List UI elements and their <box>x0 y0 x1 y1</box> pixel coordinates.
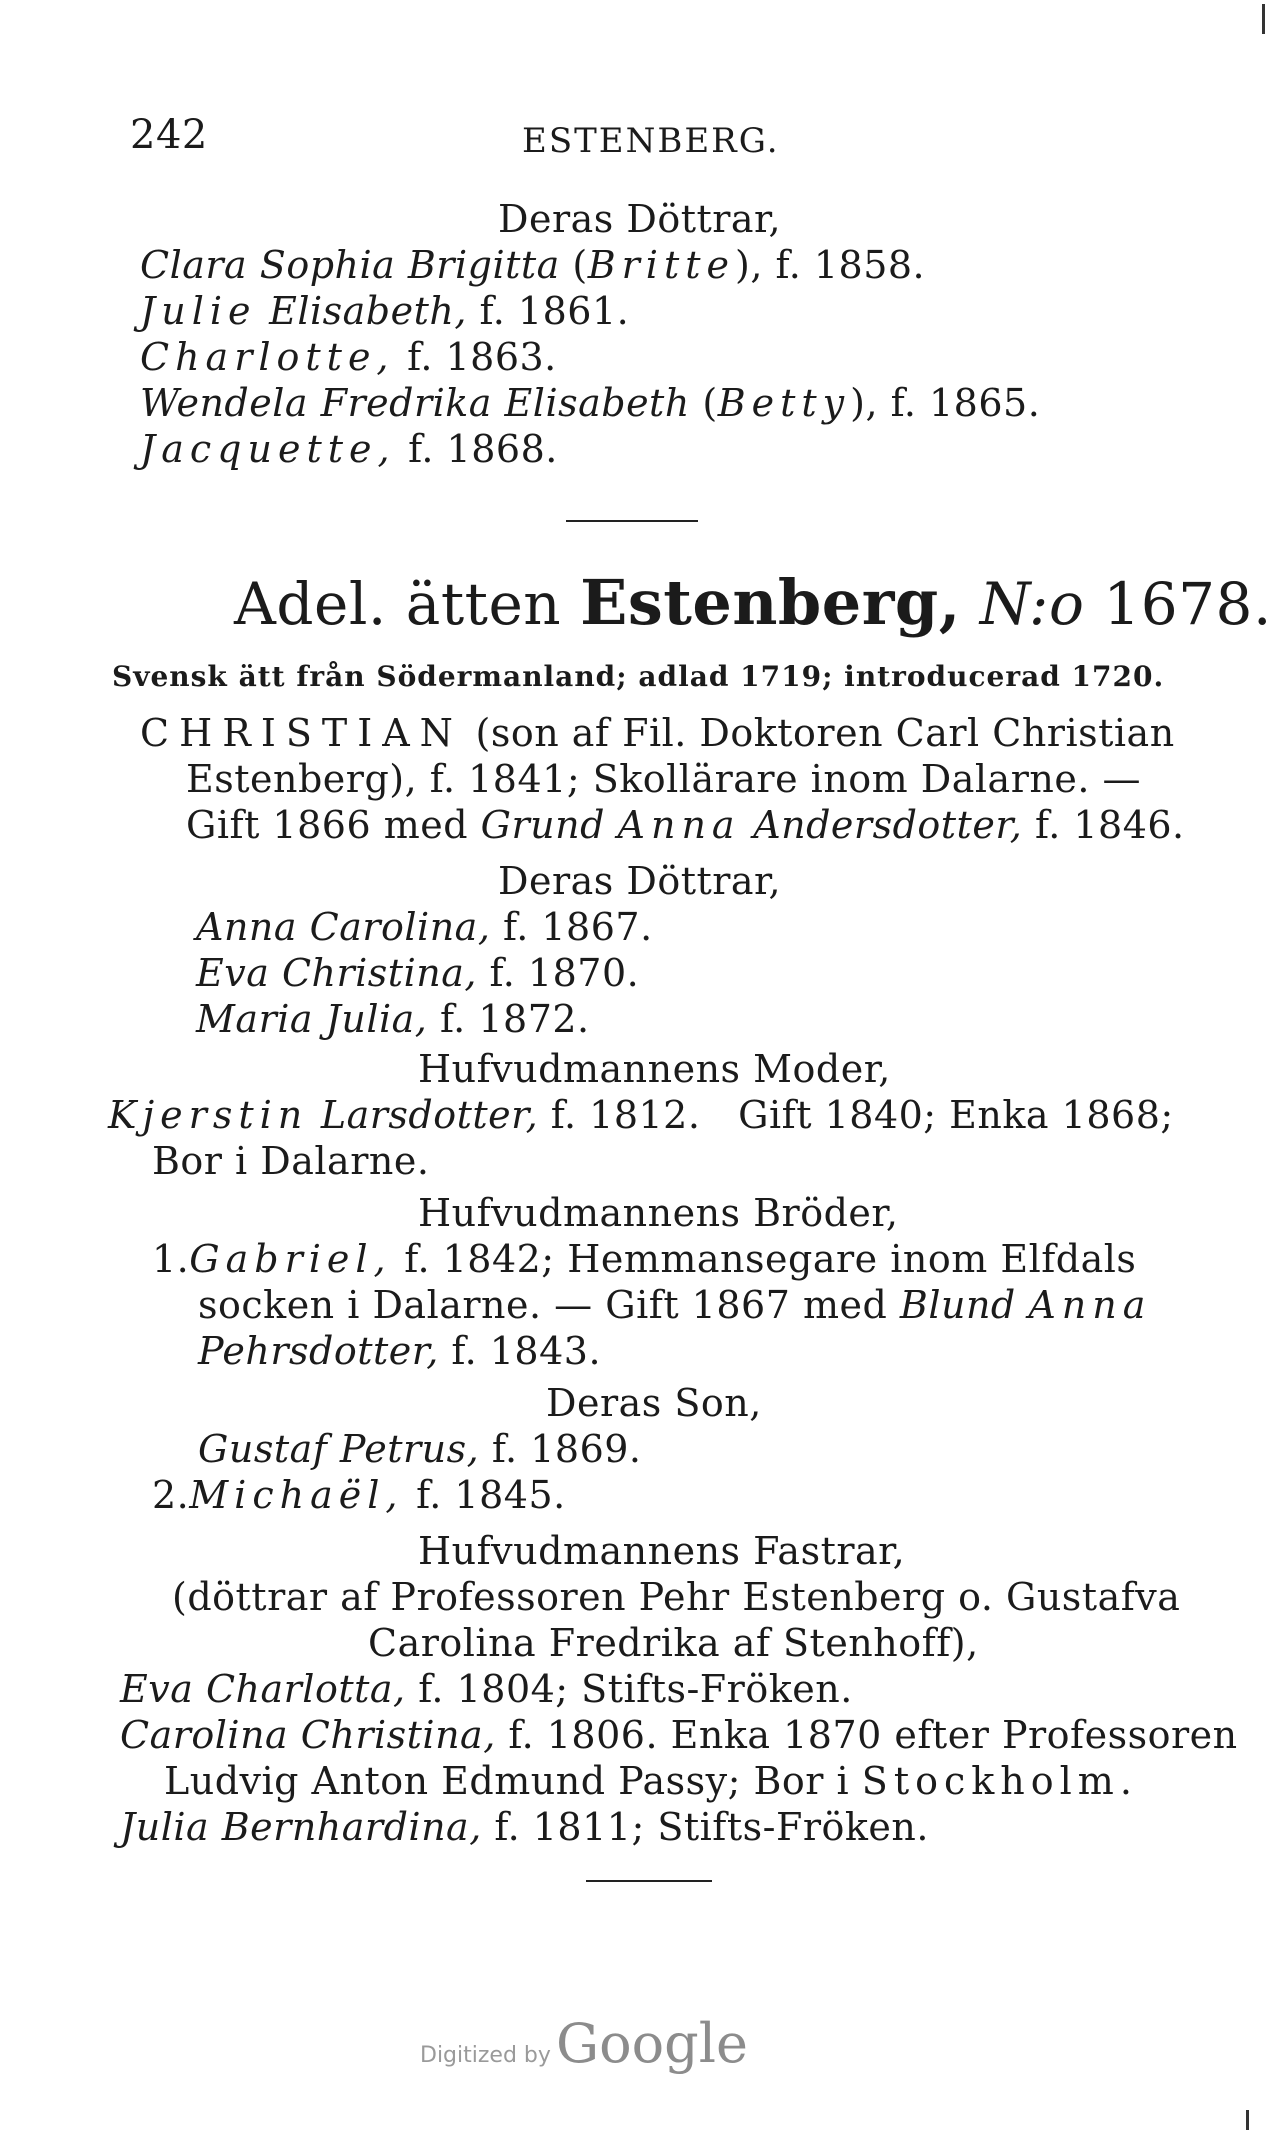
divider <box>566 520 698 522</box>
spouse-birth-year: f. 1846. <box>1034 803 1185 847</box>
aunt-3-line <box>120 1804 929 1850</box>
aunts-heading: Hufvudmannens Fastrar, <box>418 1529 906 1573</box>
aunts-parentage-1: (döttrar af Professoren Pehr Estenberg o. Gustafva <box>172 1575 1181 1619</box>
google-logo: Google <box>556 2012 748 2075</box>
daughter-line <box>140 334 557 380</box>
aunt-name: Julia Bernhardina, <box>120 1805 482 1849</box>
son-name: Gustaf Petrus, <box>198 1427 480 1471</box>
spouse-first-name: Anna <box>617 803 741 847</box>
daughter-name: Jacquette, <box>140 427 396 471</box>
birth-year: f. 1867. <box>503 905 653 949</box>
son-line <box>198 1426 642 1472</box>
birth-year: f. 1845. <box>416 1473 566 1517</box>
christian-line-2: Estenberg), f. 1841; Skollärare inom Dalarne. — <box>186 757 1142 801</box>
spouse-last-name: Pehrsdotter, <box>198 1329 439 1373</box>
brother-details: f. 1842; Hemmansegare inom Elfdals <box>404 1237 1137 1281</box>
aunt-details: f. 1806. Enka 1870 efter Professoren <box>508 1713 1238 1757</box>
birth-year: f. 1858. <box>775 243 926 287</box>
birth-year: f. 1869. <box>491 1427 642 1471</box>
mother-line-2: Bor i Dalarne. <box>152 1139 430 1183</box>
daughter-line <box>196 904 653 950</box>
daughter-name: Anna Carolina, <box>196 905 491 949</box>
aunt-2-line-1 <box>120 1712 1238 1758</box>
daughter-line <box>196 996 590 1042</box>
family-number: 1678. <box>1103 570 1272 638</box>
daughter-line <box>140 426 558 472</box>
page-number: 242 <box>130 112 208 158</box>
daughter-line <box>196 950 639 996</box>
head-name: CHRISTIAN <box>140 711 463 755</box>
digitized-watermark <box>420 2012 748 2075</box>
daughter-name: Wendela Fredrika Elisabeth <box>140 381 690 425</box>
christian-line-1 <box>140 710 1175 756</box>
brother-2-line <box>152 1472 566 1518</box>
daughter-line <box>140 288 629 334</box>
brother-name: Michaël, <box>189 1473 404 1517</box>
daughter-line: Clara Sophia Brigitta (Britte), f. 1858. <box>140 243 926 287</box>
aunt-1-line <box>120 1666 853 1712</box>
brother-1-line-1 <box>152 1236 1136 1282</box>
daughter-nickname: Betty <box>717 381 851 425</box>
mother-line-1 <box>108 1092 1174 1138</box>
daughter-name: Maria Julia, <box>196 997 428 1041</box>
birth-year: f. 1870. <box>489 951 640 995</box>
christian-parentage: (son af Fil. Doktoren Carl Christian <box>475 711 1175 755</box>
scan-mark <box>1246 2110 1249 2130</box>
daughter-nickname: Britte <box>587 243 735 287</box>
son-heading: Deras Son, <box>546 1381 762 1425</box>
aunts-parentage-2: Carolina Fredrika af Stenhoff), <box>368 1621 979 1665</box>
aunt-details: f. 1811; Stifts-Fröken. <box>494 1805 929 1849</box>
spouse-first-name: Anna <box>1028 1283 1152 1327</box>
birth-year: f. 1868. <box>408 427 558 471</box>
christian-line-3 <box>186 802 1185 848</box>
spouse-birth-year: f. 1843. <box>451 1329 602 1373</box>
mother-last-name: Larsdotter, <box>320 1093 539 1137</box>
divider <box>586 1880 712 1882</box>
spouse-place: Grund <box>480 803 605 847</box>
aunt-name: Eva Charlotta, <box>120 1667 406 1711</box>
spouse-last-name: Andersdotter, <box>753 803 1023 847</box>
running-title: ESTENBERG. <box>522 121 780 161</box>
daughter-name: Charlotte, <box>140 335 395 379</box>
birth-year: f. 1863. <box>407 335 557 379</box>
birth-year: f. 1861. <box>479 289 630 333</box>
spouse-place: Blund <box>899 1283 1016 1327</box>
mother-first-name: Kjerstin <box>108 1093 309 1137</box>
mother-heading: Hufvudmannens Moder, <box>418 1047 891 1091</box>
aunt-details: Ludvig Anton Edmund Passy; Bor i <box>164 1759 850 1803</box>
birth-year: f. 1865. <box>890 381 1041 425</box>
daughter-name: Julie <box>140 289 257 333</box>
family-number-label: N:o <box>979 570 1085 638</box>
daughter-name: Clara Sophia Brigitta <box>140 243 560 287</box>
aunt-2-line-2 <box>164 1758 1138 1804</box>
daughter-name: Eva Christina, <box>196 951 477 995</box>
brother-marriage-text: socken i Dalarne. — Gift 1867 med <box>198 1283 888 1327</box>
daughter-name-rest: Elisabeth, <box>269 289 467 333</box>
daughters-heading: Deras Döttrar, <box>498 197 782 241</box>
digitized-label: Digitized by <box>420 2043 551 2068</box>
brothers-heading: Hufvudmannens Bröder, <box>418 1191 899 1235</box>
brother-number: 2. <box>152 1473 190 1517</box>
brother-number: 1. <box>152 1237 190 1281</box>
brother-1-line-2 <box>198 1282 1151 1328</box>
aunt-name: Carolina Christina, <box>120 1713 496 1757</box>
brother-name: Gabriel, <box>189 1237 392 1281</box>
birth-year: f. 1872. <box>439 997 590 1041</box>
daughters-heading: Deras Döttrar, <box>498 859 782 903</box>
mother-details: f. 1812. Gift 1840; Enka 1868; <box>550 1093 1174 1137</box>
brother-1-line-3 <box>198 1328 601 1374</box>
family-name: Estenberg, <box>580 566 961 639</box>
scan-mark <box>1262 4 1265 34</box>
daughter-line: Wendela Fredrika Elisabeth (Betty), f. 1865. <box>140 381 1041 425</box>
residence: Stockholm. <box>861 1759 1138 1803</box>
family-title <box>234 566 1272 639</box>
family-subtitle: Svensk ätt från Södermanland; adlad 1719; introducerad 1720. <box>112 660 1165 693</box>
family-prefix: Adel. ätten <box>234 570 562 638</box>
marriage-text: Gift 1866 med <box>186 803 469 847</box>
aunt-details: f. 1804; Stifts-Fröken. <box>418 1667 853 1711</box>
